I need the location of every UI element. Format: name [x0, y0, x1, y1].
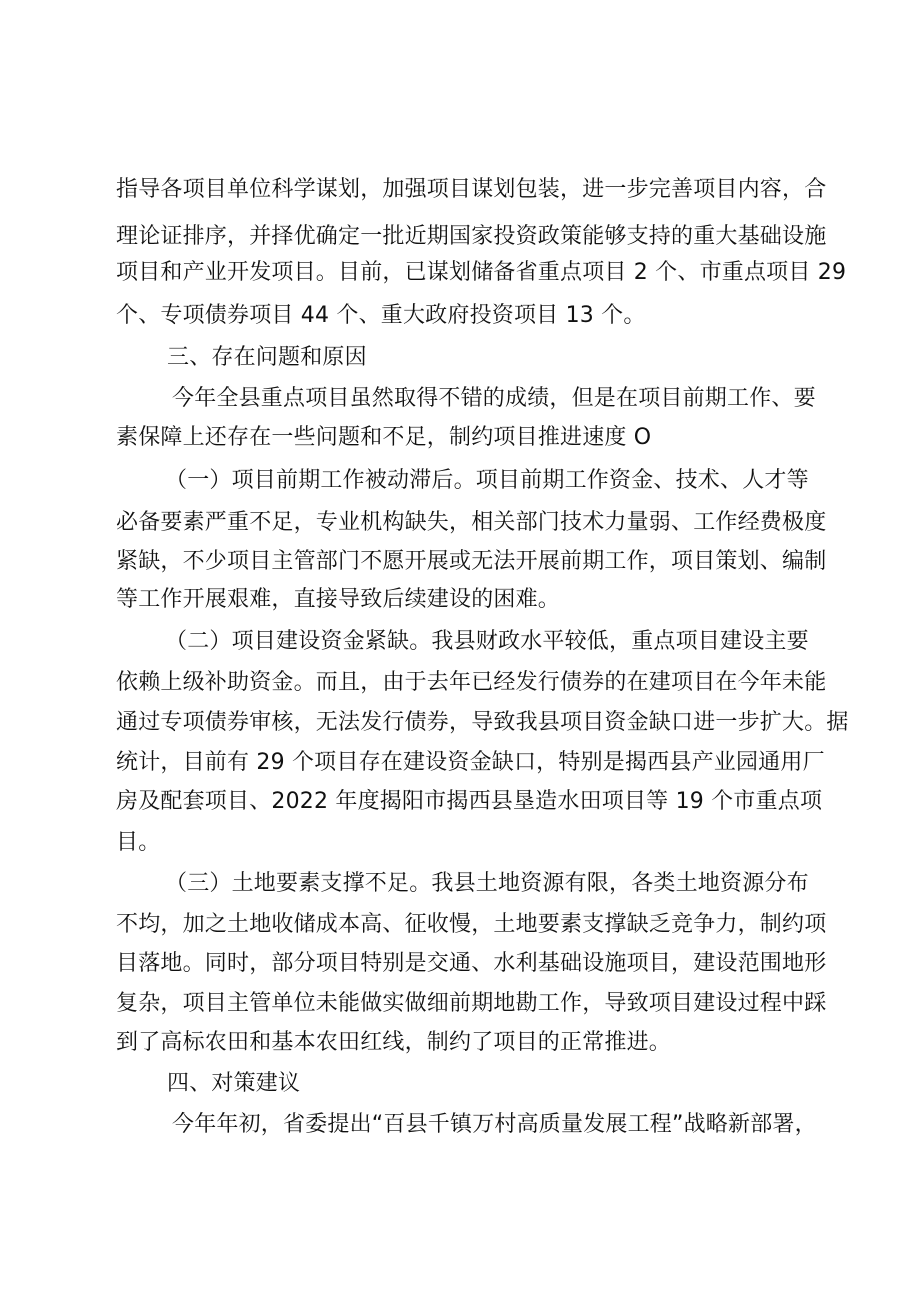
subsection-heading-1: （一）项目前期工作被动滞后。项目前期工作资金、技术、人才等: [165, 468, 809, 493]
subsection-heading-3: （三）土地要素支撑不足。我县土地资源有限，各类土地资源分布: [165, 871, 809, 896]
text-line-13: 依赖上级补助资金。而且，由于去年已经发行债券的在建项目在今年未能: [116, 670, 827, 695]
text-line-17: 目。: [116, 830, 161, 855]
text-line-9: 必备要素严重不足，专业机构缺失，相关部门技术力量弱、工作经费极度: [116, 510, 827, 535]
text-line-4: 个、专项债券项目 44 个、重大政府投资项目 13 个。: [116, 303, 646, 328]
text-line-3: 项目和产业开发项目。目前，已谋划储备省重点项目 2 个、市重点项目 29: [116, 260, 847, 285]
subsection-heading-2: （二）项目建设资金紧缺。我县财政水平较低，重点项目建设主要: [165, 629, 809, 654]
section-heading-4: 四、对策建议: [167, 1071, 301, 1096]
text-line-24: 今年年初，省委提出“百县千镇万村高质量发展工程”战略新部署，: [172, 1112, 817, 1137]
text-line-19: 不均，加之土地收储成本高、征收慢，土地要素支撑缺乏竞争力，制约项: [116, 912, 827, 937]
text-line-11: 等工作开展艰难，直接导致后续建设的困难。: [116, 587, 561, 612]
text-line-20: 目落地。同时，部分项目特别是交通、水利基础设施项目，建设范围地形: [116, 951, 827, 976]
text-line-22: 到了高标农田和基本农田红线，制约了项目的正常推进。: [116, 1030, 672, 1055]
text-line-15: 统计，目前有 29 个项目存在建设资金缺口，特别是揭西县产业园通用厂: [116, 750, 825, 775]
section-heading-3: 三、存在问题和原因: [167, 345, 367, 370]
text-line-1: 指导各项目单位科学谋划，加强项目谋划包装，进一步完善项目内容，合: [116, 177, 827, 202]
text-line-16: 房及配套项目、2022 年度揭阳市揭西县垦造水田项目等 19 个市重点项: [116, 789, 823, 814]
text-line-7: 素保障上还存在一些问题和不足，制约项目推进速度 O: [116, 425, 652, 450]
text-line-14: 通过专项债券审核，无法发行债券，导致我县项目资金缺口进一步扩大。据: [116, 710, 849, 735]
text-line-2: 理论证排序，并择优确定一批近期国家投资政策能够支持的重大基础设施: [116, 224, 827, 249]
text-line-10: 紧缺，不少项目主管部门不愿开展或无法开展前期工作，项目策划、编制: [116, 549, 827, 574]
text-line-21: 复杂，项目主管单位未能做实做细前期地勘工作，导致项目建设过程中踩: [116, 991, 827, 1016]
text-line-6: 今年全县重点项目虽然取得不错的成绩，但是在项目前期工作、要: [172, 386, 816, 411]
